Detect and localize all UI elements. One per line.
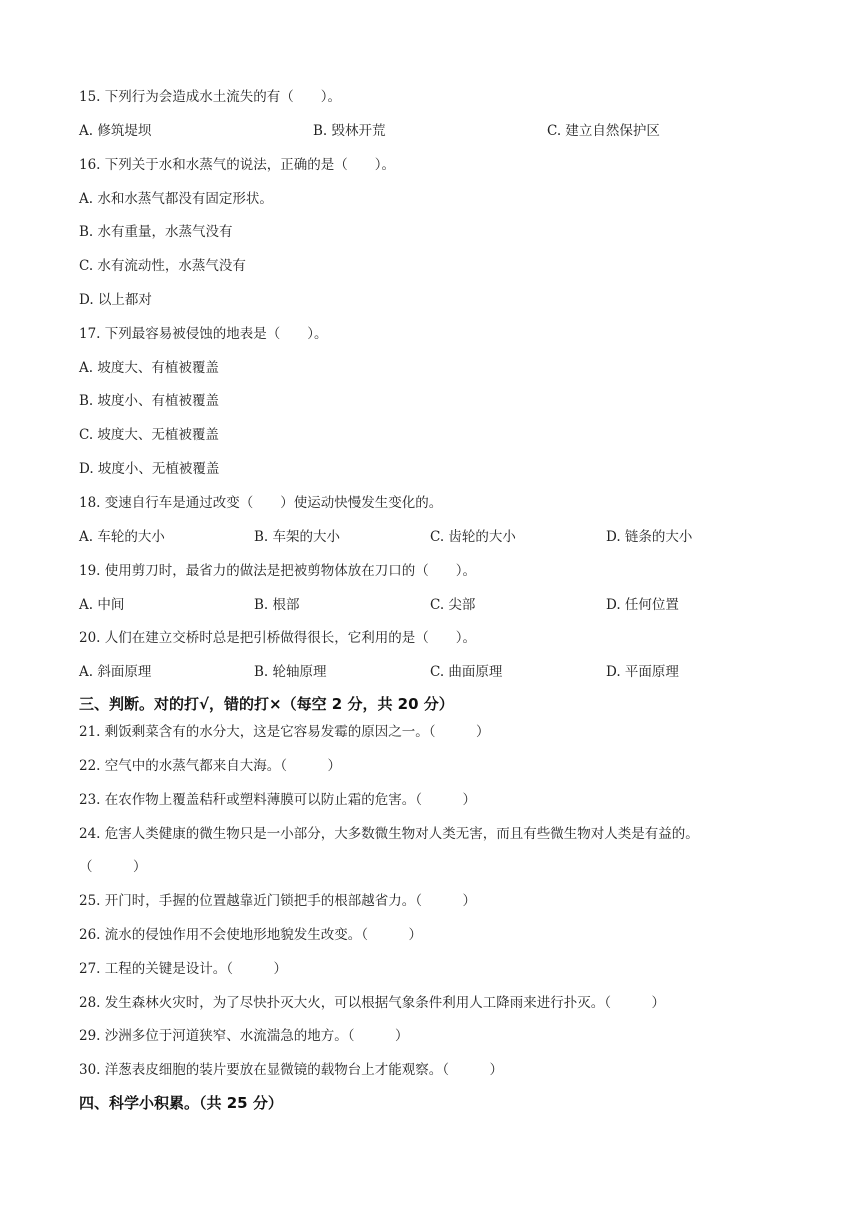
question-18-option-a: A. 车轮的大小	[79, 529, 165, 545]
question-16-option-c: C. 水有流动性，水蒸气没有	[79, 258, 246, 274]
question-15-option-b: B. 毁林开荒	[313, 123, 386, 139]
question-15-option-c: C. 建立自然保护区	[547, 123, 660, 139]
section-4-heading: 四、科学小积累。（共 25 分）	[79, 1094, 283, 1112]
question-20-option-d: D. 平面原理	[606, 664, 679, 680]
judgment-21: 21. 剩饭剩菜含有的水分大，这是它容易发霉的原因之一。（ ）	[79, 724, 490, 740]
judgment-26: 26. 流水的侵蚀作用不会使地形地貌发生改变。（ ）	[79, 927, 423, 943]
question-16-option-a: A. 水和水蒸气都没有固定形状。	[79, 191, 273, 207]
judgment-22: 22. 空气中的水蒸气都来自大海。（ ）	[79, 758, 342, 774]
question-17-option-a: A. 坡度大、有植被覆盖	[79, 360, 219, 376]
judgment-27: 27. 工程的关键是设计。（ ）	[79, 961, 288, 977]
question-18-stem: 18. 变速自行车是通过改变（ ）使运动快慢发生变化的。	[79, 495, 443, 511]
question-17-option-b: B. 坡度小、有植被覆盖	[79, 393, 220, 409]
question-20-option-b: B. 轮轴原理	[254, 664, 327, 680]
question-20-stem: 20. 人们在建立交桥时总是把引桥做得很长，它利用的是（ ）。	[79, 630, 477, 646]
question-17-option-c: C. 坡度大、无植被覆盖	[79, 427, 219, 443]
question-20-option-c: C. 曲面原理	[430, 664, 503, 680]
question-16-option-d: D. 以上都对	[79, 292, 152, 308]
judgment-23: 23. 在农作物上覆盖秸秆或塑料薄膜可以防止霜的危害。（ ）	[79, 792, 477, 808]
question-20-option-a: A. 斜面原理	[79, 664, 152, 680]
judgment-24-answer-bracket: （ ）	[79, 859, 147, 875]
judgment-25: 25. 开门时，手握的位置越靠近门锁把手的根部越省力。（ ）	[79, 893, 477, 909]
question-18-option-c: C. 齿轮的大小	[430, 529, 516, 545]
question-19-option-c: C. 尖部	[430, 597, 476, 613]
question-19-stem: 19. 使用剪刀时，最省力的做法是把被剪物体放在刀口的（ ）。	[79, 563, 477, 579]
question-15-stem: 15. 下列行为会造成水土流失的有（ ）。	[79, 89, 342, 105]
question-19-option-a: A. 中间	[79, 597, 125, 613]
question-16-option-b: B. 水有重量，水蒸气没有	[79, 224, 233, 240]
judgment-29: 29. 沙洲多位于河道狭窄、水流湍急的地方。（ ）	[79, 1028, 409, 1044]
question-17-stem: 17. 下列最容易被侵蚀的地表是（ ）。	[79, 326, 328, 342]
question-18-option-d: D. 链条的大小	[606, 529, 693, 545]
judgment-30: 30. 洋葱表皮细胞的装片要放在显微镜的载物台上才能观察。（ ）	[79, 1062, 504, 1078]
judgment-24: 24. 危害人类健康的微生物只是一小部分，大多数微生物对人类无害，而且有些微生物对人类是有益的。	[79, 826, 699, 842]
question-17-option-d: D. 坡度小、无植被覆盖	[79, 461, 220, 477]
question-19-option-b: B. 根部	[254, 597, 300, 613]
question-18-option-b: B. 车架的大小	[254, 529, 341, 545]
question-15-option-a: A. 修筑堤坝	[79, 123, 152, 139]
question-16-stem: 16. 下列关于水和水蒸气的说法，正确的是（ ）。	[79, 157, 396, 173]
section-3-heading: 三、判断。对的打√，错的打×（每空 2 分，共 20 分）	[79, 695, 454, 713]
judgment-28: 28. 发生森林火灾时，为了尽快扑灭大火，可以根据气象条件利用人工降雨来进行扑灭。（ ）	[79, 995, 666, 1011]
question-19-option-d: D. 任何位置	[606, 597, 679, 613]
